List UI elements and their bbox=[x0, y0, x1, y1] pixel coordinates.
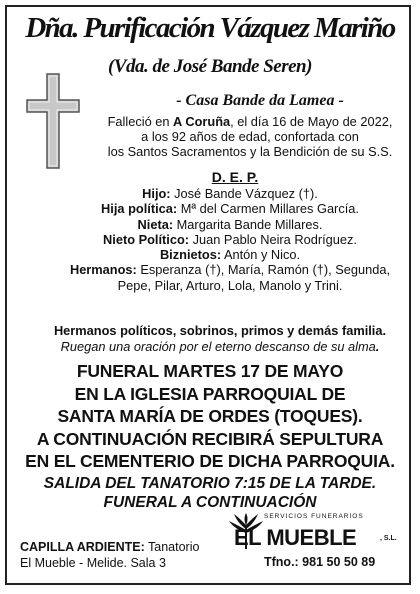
death-city: A Coruña bbox=[173, 114, 231, 129]
cross-icon bbox=[25, 72, 81, 170]
logo-tagline: SERVICIOS FUNERARIOS bbox=[264, 513, 364, 520]
chapel-location: El Mueble - Melide. Sala 3 bbox=[20, 555, 166, 570]
family-row: Nieto Político: Juan Pablo Neira Rodríguez. bbox=[103, 231, 357, 247]
funeral-line: SANTA MARÍA DE ORDES (TOQUES). bbox=[57, 406, 363, 426]
funeral-line: A CONTINUACIÓN RECIBIRÁ SEPULTURA bbox=[36, 428, 384, 449]
family-row: Hija política: Mª del Carmen Millares García. bbox=[101, 201, 359, 217]
house-name: - Casa Bande da Lamea - bbox=[176, 92, 344, 109]
rip-heading: D. E. P. bbox=[211, 169, 259, 185]
prayer-request: Ruegan una oración por el eterno descanso de su alma. bbox=[60, 338, 380, 354]
death-notice bbox=[90, 114, 410, 159]
departure-line: FUNERAL A CONTINUACIÓN bbox=[103, 494, 317, 511]
funeral-details bbox=[0, 360, 420, 473]
funeral-line: FUNERAL MARTES 17 DE MAYO bbox=[76, 361, 344, 381]
other-relatives: Hermanos políticos, sobrinos, primos y demás familia. bbox=[53, 323, 387, 338]
deceased-name: Dña. Purificación Vázquez Mariño bbox=[25, 12, 395, 44]
family-row: Hermanos: Esperanza (†), María, Ramón (†), Segunda, bbox=[69, 262, 391, 278]
chapel-info: CAPILLA ARDIENTE: Tanatorio El Mueble - Melide. Sala 3 bbox=[20, 540, 200, 570]
logo-name: EL MUEBLE bbox=[234, 525, 357, 550]
chapel-label: CAPILLA ARDIENTE: bbox=[20, 540, 145, 554]
departure-line: SALIDA DEL TANATORIO 7:15 DE LA TARDE. bbox=[43, 475, 377, 492]
departure-details bbox=[0, 474, 420, 512]
family-row: Biznietos: Antón y Nico. bbox=[159, 247, 301, 263]
family-row: Hijo: José Bande Vázquez (†). bbox=[142, 186, 318, 201]
intro-line-2: a los 92 años de edad, confortada con bbox=[141, 129, 359, 144]
intro-line-1: Falleció en A Coruña, el día 16 de Mayo de 2022, bbox=[107, 114, 393, 129]
family-list bbox=[40, 186, 420, 293]
funeral-line: EN EL CEMENTERIO DE DICHA PARROQUIA. bbox=[25, 451, 395, 471]
family-row: Nieta: Margarita Bande Millares. bbox=[137, 216, 323, 232]
phone-number: Tfno.: 981 50 50 89 bbox=[264, 555, 376, 569]
funeral-line: EN LA IGLESIA PARROQUIAL DE bbox=[74, 383, 346, 404]
family-row: Pepe, Pilar, Arturo, Lola, Manolo y Trini. bbox=[117, 277, 343, 293]
widow-of: (Vda. de José Bande Seren) bbox=[108, 56, 312, 77]
funeral-home-logo bbox=[228, 513, 408, 583]
intro-line-3: los Santos Sacramentos y la Bendición de su S.S. bbox=[107, 144, 393, 159]
closing-text bbox=[20, 323, 420, 354]
logo-sl: , S.L. bbox=[380, 535, 397, 542]
